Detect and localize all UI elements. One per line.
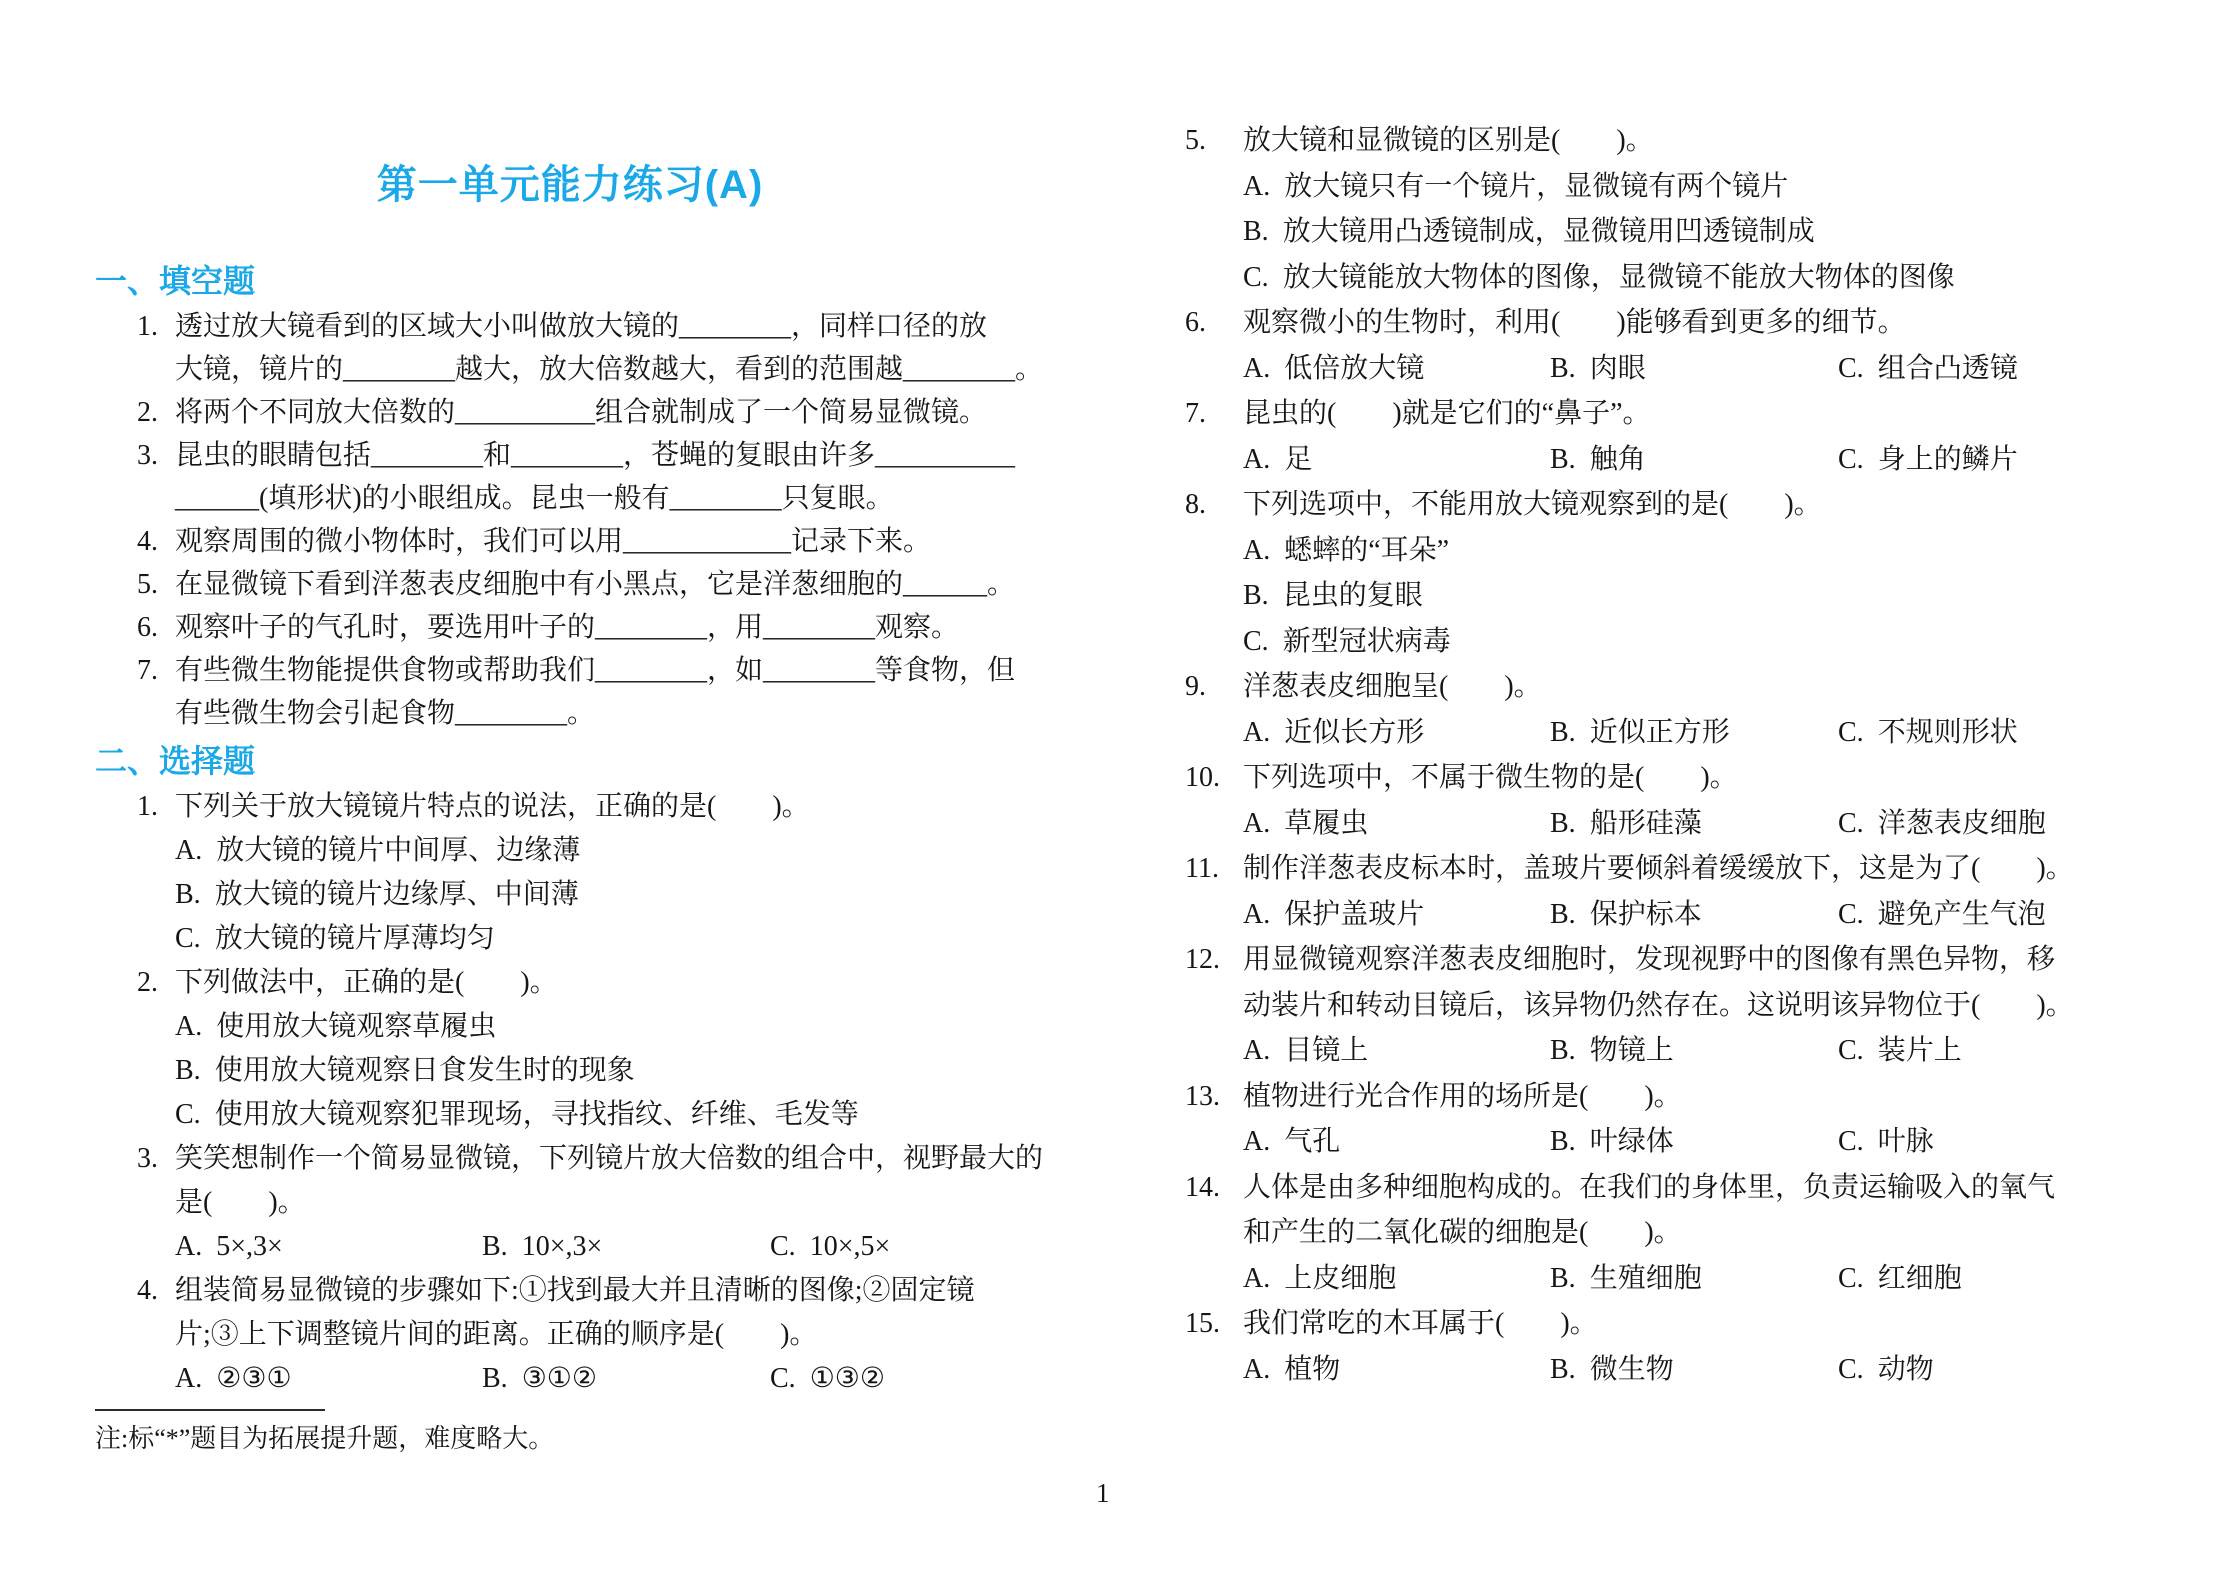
option-text: 洋葱表皮细胞 xyxy=(1877,807,2046,839)
question-number: 6. xyxy=(137,612,158,643)
option-label: B. xyxy=(482,1231,508,1262)
question-line: 我们常吃的木耳属于( )。 xyxy=(1243,1308,1598,1339)
option-text: 保护盖玻片 xyxy=(1284,898,1425,930)
option xyxy=(1838,346,2135,392)
option-text: 放大镜的镜片边缘厚、中间薄 xyxy=(214,879,579,910)
options-group xyxy=(175,1357,1045,1401)
question xyxy=(95,606,1045,649)
option-label: C. xyxy=(1243,625,1269,657)
question-line: 将两个不同放大倍数的__________组合就制成了一个简易显微镜。 xyxy=(175,397,988,428)
option-label: C. xyxy=(1838,443,1864,475)
option xyxy=(1243,255,2135,301)
option-text: 植物 xyxy=(1284,1353,1341,1385)
option-label: A. xyxy=(1243,898,1271,930)
options-group xyxy=(1243,437,2135,483)
question-line: 人体是由多种细胞构成的。在我们的身体里，负责运输吸入的氧气 xyxy=(1243,1171,2056,1203)
option xyxy=(1243,1347,1550,1393)
question-line: 昆虫的眼睛包括________和________，苍蝇的复眼由许多__________ xyxy=(175,440,1016,471)
fill-in-blank-question-list xyxy=(95,305,1045,735)
option xyxy=(1838,1028,2135,1074)
question-number: 4. xyxy=(137,1275,158,1306)
option xyxy=(1838,801,2135,847)
option-label: A. xyxy=(1243,1126,1271,1157)
question-line: 放大镜和显微镜的区别是( )。 xyxy=(1243,125,1654,156)
option-label: B. xyxy=(1550,716,1576,748)
question-number: 9. xyxy=(1185,671,1206,702)
option-text: 身上的鳞片 xyxy=(1877,443,2018,475)
option xyxy=(1243,1119,1550,1165)
option-text: 上皮细胞 xyxy=(1284,1262,1397,1294)
option-text: 动物 xyxy=(1877,1353,1934,1385)
question-line: ______(填形状)的小眼组成。昆虫一般有________只复眼。 xyxy=(175,483,894,514)
option-label: B. xyxy=(1243,580,1269,611)
question xyxy=(1185,391,2135,482)
option xyxy=(175,829,1045,873)
question-line: 制作洋葱表皮标本时，盖玻片要倾斜着缓缓放下，这是为了( )。 xyxy=(1243,853,2074,884)
option-text: 放大镜只有一个镜片，显微镜有两个镜片 xyxy=(1284,170,1789,202)
option-text: 组合凸透镜 xyxy=(1877,352,2018,384)
question-line: 组装简易显微镜的步骤如下:①找到最大并且清晰的图像;②固定镜 xyxy=(175,1275,975,1306)
question-line: 用显微镜观察洋葱表皮细胞时，发现视野中的图像有黑色异物，移 xyxy=(1243,944,2056,975)
option-text: 不规则形状 xyxy=(1877,716,2018,748)
option-label: A. xyxy=(1243,1035,1271,1066)
question xyxy=(95,1269,1045,1401)
question-number: 10. xyxy=(1185,762,1220,793)
question-number: 1. xyxy=(137,791,158,822)
option-label: B. xyxy=(1550,807,1576,839)
question-line: 观察叶子的气孔时，要选用叶子的________，用________观察。 xyxy=(175,612,960,643)
question-line: 大镜，镜片的________越大，放大倍数越大，看到的范围越________。 xyxy=(175,354,1044,385)
option-text: 微生物 xyxy=(1589,1353,1674,1385)
question-number: 4. xyxy=(137,526,158,557)
option xyxy=(1550,801,1838,847)
option-label: C. xyxy=(1838,1126,1864,1157)
option xyxy=(1243,1028,1550,1074)
option-label: B. xyxy=(1550,1353,1576,1385)
question-line: 透过放大镜看到的区域大小叫做放大镜的________，同样口径的放 xyxy=(175,311,988,342)
options-group xyxy=(175,1005,1045,1137)
option-text: 船形硅藻 xyxy=(1589,807,1702,839)
question-line: 是( )。 xyxy=(175,1187,306,1218)
option xyxy=(175,1049,1045,1093)
question xyxy=(95,434,1045,520)
option xyxy=(1243,437,1550,483)
question-line: 观察微小的生物时，利用( )能够看到更多的细节。 xyxy=(1243,307,1906,338)
page-number: 1 xyxy=(1096,1478,1110,1508)
question-number: 5. xyxy=(137,569,158,600)
question-line: 动装片和转动目镜后，该异物仍然存在。这说明该异物位于( )。 xyxy=(1243,989,2074,1021)
question xyxy=(95,391,1045,434)
question-line: 昆虫的( )就是它们的“鼻子”。 xyxy=(1243,398,1651,429)
question-line: 下列做法中，正确的是( )。 xyxy=(175,967,558,998)
option-label: B. xyxy=(1550,1126,1576,1157)
option xyxy=(1838,1347,2135,1393)
option-text: 叶脉 xyxy=(1877,1126,1934,1157)
question-number: 12. xyxy=(1185,944,1220,975)
option-text: 放大镜能放大物体的图像，显微镜不能放大物体的图像 xyxy=(1282,261,1955,293)
option-label: C. xyxy=(175,923,201,954)
option-text: 触角 xyxy=(1589,443,1646,475)
question-line: 有些微生物能提供食物或帮助我们________，如________等食物，但 xyxy=(175,655,1016,686)
left-column xyxy=(95,155,1045,1457)
option-text: 5×,3× xyxy=(216,1231,283,1262)
option-label: C. xyxy=(1243,261,1269,293)
option xyxy=(1550,1028,1838,1074)
options-group xyxy=(1243,1256,2135,1302)
option-text: 叶绿体 xyxy=(1589,1126,1674,1157)
question xyxy=(95,649,1045,735)
option xyxy=(1838,710,2135,756)
option xyxy=(1838,437,2135,483)
footnote: 注:标“*”题目为拓展提升题，难度略大。 xyxy=(95,1424,555,1453)
option-label: A. xyxy=(1243,716,1271,748)
option-text: 气孔 xyxy=(1284,1126,1341,1157)
options-group xyxy=(175,1225,1045,1269)
option-text: 蟋蟀的“耳朵” xyxy=(1284,534,1450,566)
question xyxy=(1185,664,2135,755)
question xyxy=(95,1137,1045,1269)
option xyxy=(175,1005,1045,1049)
option-label: A. xyxy=(175,1231,203,1262)
question xyxy=(1185,300,2135,391)
option-text: 近似正方形 xyxy=(1589,716,1730,748)
option xyxy=(1243,619,2135,665)
question-line: 和产生的二氧化碳的细胞是( )。 xyxy=(1243,1217,1682,1248)
option-label: C. xyxy=(175,1099,201,1130)
option-text: 昆虫的复眼 xyxy=(1282,580,1423,611)
question xyxy=(95,305,1045,391)
options-group xyxy=(1243,892,2135,938)
option xyxy=(1838,1256,2135,1302)
option xyxy=(1550,710,1838,756)
option xyxy=(175,1357,482,1401)
question xyxy=(95,563,1045,606)
question-number: 3. xyxy=(137,1143,158,1174)
options-group xyxy=(1243,710,2135,756)
option-label: A. xyxy=(1243,807,1271,839)
option-text: 避免产生气泡 xyxy=(1877,898,2046,930)
option xyxy=(770,1225,1045,1269)
options-group xyxy=(1243,1347,2135,1393)
option-label: C. xyxy=(1838,716,1864,748)
option xyxy=(482,1357,770,1401)
section-heading-multiple-choice: 二、选择题 xyxy=(95,743,256,779)
section-heading-fill-in-blank: 一、填空题 xyxy=(95,263,256,299)
option-label: A. xyxy=(1243,443,1271,475)
question-line: 片;③上下调整镜片间的距离。正确的顺序是( )。 xyxy=(175,1319,818,1350)
question xyxy=(1185,1165,2135,1302)
question-number: 2. xyxy=(137,397,158,428)
question-number: 7. xyxy=(137,655,158,686)
option-label: A. xyxy=(1243,352,1271,384)
option-label: B. xyxy=(1550,443,1576,475)
option-label: C. xyxy=(1838,352,1864,384)
option-label: C. xyxy=(1838,898,1864,930)
option xyxy=(1838,892,2135,938)
option-text: 肉眼 xyxy=(1589,352,1646,384)
option-text: 近似长方形 xyxy=(1284,716,1425,748)
question-number: 13. xyxy=(1185,1080,1220,1112)
option-label: A. xyxy=(1243,170,1271,202)
question xyxy=(1185,755,2135,846)
question-line: 洋葱表皮细胞呈( )。 xyxy=(1243,671,1542,702)
question-number: 11. xyxy=(1185,853,1219,884)
option-text: 低倍放大镜 xyxy=(1284,352,1425,384)
question xyxy=(1185,482,2135,664)
option-text: 保护标本 xyxy=(1589,898,1702,930)
options-group xyxy=(1243,1119,2135,1165)
question-number: 14. xyxy=(1185,1171,1220,1203)
question-number: 15. xyxy=(1185,1308,1220,1339)
options-group xyxy=(1243,801,2135,847)
option xyxy=(1243,892,1550,938)
question-number: 1. xyxy=(137,311,158,342)
question xyxy=(1185,937,2135,1074)
question xyxy=(1185,1074,2135,1165)
option-label: C. xyxy=(1838,1262,1864,1294)
option xyxy=(175,917,1045,961)
options-group xyxy=(175,829,1045,961)
option xyxy=(1550,1256,1838,1302)
choice-question-list-right xyxy=(1185,118,2135,1392)
option-label: B. xyxy=(1550,1262,1576,1294)
option-label: A. xyxy=(175,1363,203,1394)
option-text: 物镜上 xyxy=(1589,1035,1674,1066)
option-text: 10×,3× xyxy=(521,1231,603,1262)
question xyxy=(1185,1301,2135,1392)
option xyxy=(1550,892,1838,938)
option-text: 新型冠状病毒 xyxy=(1282,625,1451,657)
option xyxy=(175,1225,482,1269)
question-number: 3. xyxy=(137,440,158,471)
option xyxy=(1550,1119,1838,1165)
option-label: B. xyxy=(1550,898,1576,930)
option-label: B. xyxy=(175,1055,201,1086)
question-number: 7. xyxy=(1185,398,1206,429)
option-text: 装片上 xyxy=(1877,1035,1962,1066)
option-label: B. xyxy=(482,1363,508,1394)
option xyxy=(1243,164,2135,210)
option-text: ②③① xyxy=(216,1363,292,1394)
right-column xyxy=(1185,118,2135,1392)
option xyxy=(1243,573,2135,619)
option-text: 10×,5× xyxy=(809,1231,891,1262)
option-label: A. xyxy=(175,1011,203,1042)
option xyxy=(175,873,1045,917)
option-text: 使用放大镜观察犯罪现场，寻找指纹、纤维、毛发等 xyxy=(214,1099,859,1130)
page-title: 第一单元能力练习(A) xyxy=(376,163,764,207)
question-line: 植物进行光合作用的场所是( )。 xyxy=(1243,1080,1682,1112)
footnote-divider xyxy=(95,1409,325,1411)
option-label: B. xyxy=(175,879,201,910)
question-number: 8. xyxy=(1185,489,1206,520)
options-group xyxy=(1243,1028,2135,1074)
option-text: ③①② xyxy=(521,1363,597,1394)
option-label: A. xyxy=(1243,1353,1271,1385)
option-text: 目镜上 xyxy=(1284,1035,1369,1066)
question-line: 下列选项中，不能用放大镜观察到的是( )。 xyxy=(1243,489,1822,520)
option xyxy=(1550,437,1838,483)
option xyxy=(1550,346,1838,392)
option-label: C. xyxy=(770,1363,796,1394)
question-number: 5. xyxy=(1185,125,1206,156)
question-line: 有些微生物会引起食物________。 xyxy=(175,698,596,729)
option xyxy=(1243,1256,1550,1302)
option xyxy=(770,1357,1045,1401)
options-group xyxy=(1243,164,2135,301)
option-label: B. xyxy=(1550,1035,1576,1066)
option xyxy=(1838,1119,2135,1165)
option-text: 使用放大镜观察日食发生时的现象 xyxy=(214,1055,635,1086)
option-text: 放大镜的镜片厚薄均匀 xyxy=(214,923,495,954)
option-label: C. xyxy=(1838,1353,1864,1385)
option-label: C. xyxy=(770,1231,796,1262)
option-text: 放大镜的镜片中间厚、边缘薄 xyxy=(216,835,581,866)
option-label: A. xyxy=(1243,1262,1271,1294)
option-label: A. xyxy=(1243,534,1271,566)
question xyxy=(95,520,1045,563)
option xyxy=(1243,346,1550,392)
option-text: 放大镜用凸透镜制成，显微镜用凹透镜制成 xyxy=(1282,216,1815,247)
question xyxy=(1185,846,2135,937)
option xyxy=(1243,528,2135,574)
option-text: 草履虫 xyxy=(1284,807,1369,839)
option xyxy=(175,1093,1045,1137)
options-group xyxy=(1243,528,2135,665)
options-group xyxy=(1243,346,2135,392)
question-line: 下列选项中，不属于微生物的是( )。 xyxy=(1243,762,1738,793)
option-label: A. xyxy=(175,835,203,866)
choice-question-list-left xyxy=(95,785,1045,1401)
question xyxy=(95,785,1045,961)
option xyxy=(1243,209,2135,255)
option-label: C. xyxy=(1838,807,1864,839)
option-text: 使用放大镜观察草履虫 xyxy=(216,1011,497,1042)
option-label: B. xyxy=(1243,216,1269,247)
option-text: ①③② xyxy=(809,1363,885,1394)
option xyxy=(482,1225,770,1269)
option xyxy=(1243,710,1550,756)
question-line: 笑笑想制作一个简易显微镜，下列镜片放大倍数的组合中，视野最大的 xyxy=(175,1143,1044,1174)
question-number: 6. xyxy=(1185,307,1206,338)
question-number: 2. xyxy=(137,967,158,998)
question-line: 下列关于放大镜镜片特点的说法，正确的是( )。 xyxy=(175,791,810,822)
option xyxy=(1243,801,1550,847)
question-line: 观察周围的微小物体时，我们可以用____________记录下来。 xyxy=(175,526,932,557)
question xyxy=(1185,118,2135,300)
option-label: B. xyxy=(1550,352,1576,384)
question-line: 在显微镜下看到洋葱表皮细胞中有小黑点，它是洋葱细胞的______。 xyxy=(175,569,1016,600)
option-text: 红细胞 xyxy=(1877,1262,1962,1294)
option-text: 生殖细胞 xyxy=(1589,1262,1702,1294)
question xyxy=(95,961,1045,1137)
option-text: 足 xyxy=(1284,443,1313,475)
option xyxy=(1550,1347,1838,1393)
option-label: C. xyxy=(1838,1035,1864,1066)
